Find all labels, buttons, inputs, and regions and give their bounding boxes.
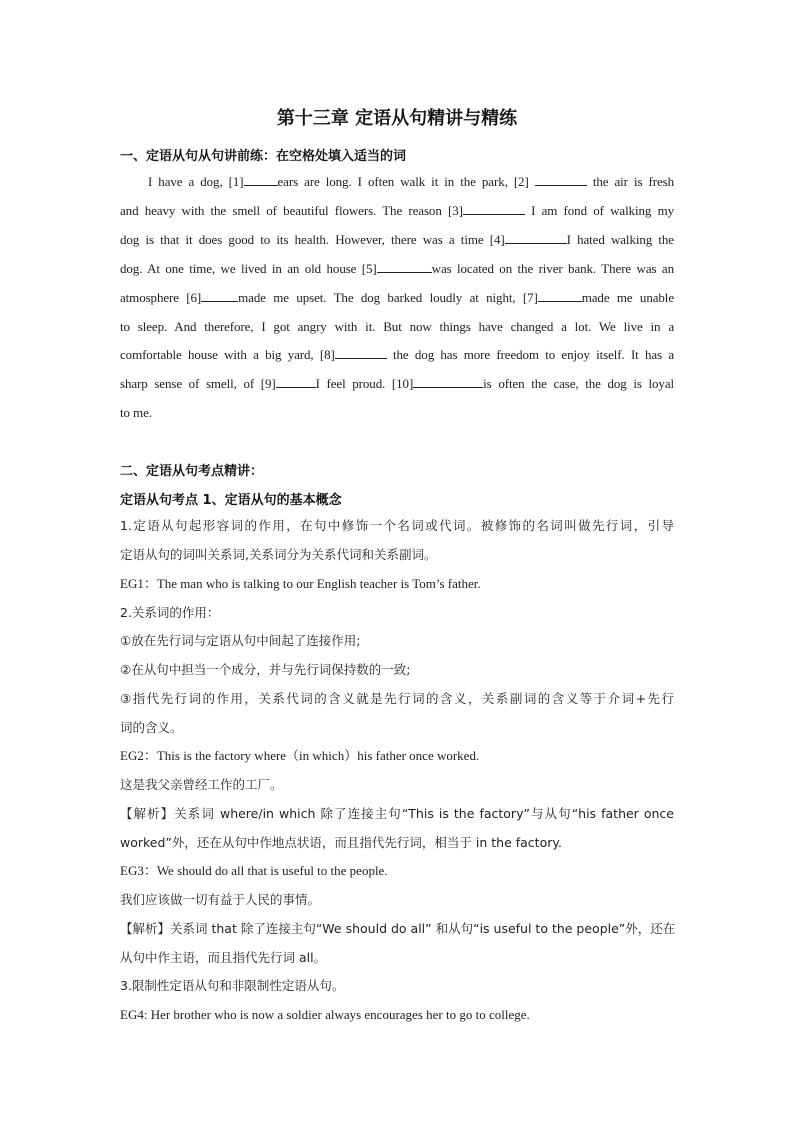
cloze-text: I have a dog, [1] [148, 174, 244, 189]
section-1-heading: 一、定语从句从句讲前练：在空格处填入适当的词 [120, 149, 407, 164]
function-item-2: ②在从句中担当一个成分，并与先行词保持数的一致; [120, 662, 411, 677]
example-2: EG2：This is the factory where（in which）his father once worked. [120, 748, 480, 763]
cloze-text: and heavy with the smell of beautiful flowers. The reason [3] [120, 203, 463, 218]
cloze-line-3 [120, 230, 674, 250]
cloze-text: was located on the river bank. There was an [431, 261, 674, 276]
cloze-text: is often the case, the dog is loyal [483, 376, 674, 391]
cloze-line-5 [120, 288, 674, 308]
blank-1[interactable] [244, 172, 278, 186]
cloze-text: atmosphere [6] [120, 290, 202, 305]
cloze-text: to sleep. And therefore, I got angry with it. But now things have changed a lot. We live in a [120, 319, 674, 334]
cloze-text: the air is fresh [592, 174, 674, 189]
example-2-translation: 这是我父亲曾经工作的工厂。 [120, 777, 283, 792]
cloze-text: I feel proud. [10] [315, 376, 414, 391]
cloze-line-9 [120, 403, 674, 423]
example-1: EG1：The man who is talking to our English teacher is Tom’s father. [120, 576, 481, 591]
example-3: EG3：We should do all that is useful to the people. [120, 863, 388, 878]
point-2-heading: 2.关系词的作用： [120, 605, 220, 620]
cloze-line-7 [120, 345, 674, 365]
point-3-heading: 3.限制性定语从句和非限制性定语从句。 [120, 978, 345, 993]
blank-10[interactable] [413, 374, 483, 388]
cloze-line-6 [120, 317, 674, 337]
cloze-text: I hated walking the [566, 232, 674, 247]
cloze-text: made me upset. The dog barked loudly at night, [7] [238, 290, 538, 305]
example-3-translation: 我们应该做一切有益于人民的事情。 [120, 892, 321, 907]
blank-8[interactable] [335, 345, 387, 359]
page-title: 第十三章 定语从句精讲与精练 [276, 108, 518, 129]
analysis-2-line-2: 从句中作主语，而且指代先行词 all。 [120, 950, 327, 965]
analysis-1-line-1: 【解析】关系词 where/in which 除了连接主句“This is the factory”与从句“his father once [120, 806, 674, 821]
point-1-heading: 定语从句考点 1、定语从句的基本概念 [120, 493, 342, 508]
cloze-text: made me unable [581, 290, 674, 305]
cloze-line-8 [120, 374, 674, 394]
cloze-text: dog is that it does good to its health. However, there was a time [4] [120, 232, 505, 247]
cloze-text: ears are long. I often walk it in the park, [2] [277, 174, 529, 189]
cloze-text: dog. At one time, we lived in an old house [5] [120, 261, 377, 276]
blank-2[interactable] [535, 172, 587, 186]
cloze-text: I am fond of walking my [531, 203, 674, 218]
cloze-text: the dog has more freedom to enjoy itself. It has a [393, 347, 674, 362]
blank-9[interactable] [276, 374, 316, 388]
point-1-text-line-2: 定语从句的词叫关系词,关系词分为关系代词和关系副词。 [120, 547, 437, 562]
cloze-text: to me. [120, 405, 152, 420]
blank-7[interactable] [538, 288, 582, 302]
function-item-3-line-2: 词的含义。 [120, 720, 183, 735]
blank-6[interactable] [201, 288, 238, 302]
cloze-text: sharp sense of smell, of [9] [120, 376, 276, 391]
section-2-heading: 二、定语从句考点精讲： [120, 464, 264, 479]
blank-4[interactable] [505, 230, 567, 244]
blank-3[interactable] [463, 201, 525, 215]
blank-5[interactable] [377, 259, 432, 273]
cloze-line-1 [148, 172, 674, 192]
function-item-3-line-1: ③指代先行词的作用，关系代词的含义就是先行词的含义，关系副词的含义等于介词+先行 [120, 691, 674, 706]
point-1-text-line-1: 1.定语从句起形容词的作用，在句中修饰一个名词或代词。被修饰的名词叫做先行词，引导 [120, 518, 674, 533]
cloze-line-2 [120, 201, 674, 221]
function-item-1: ①放在先行词与定语从句中间起了连接作用; [120, 633, 361, 648]
cloze-line-4 [120, 259, 674, 279]
example-4: EG4: Her brother who is now a soldier always encourages her to go to college. [120, 1007, 530, 1022]
analysis-2-line-1: 【解析】关系词 that 除了连接主句“We should do all” 和从句“is useful to the people”外，还在 [120, 921, 676, 936]
analysis-1-line-2: worked”外，还在从句中作地点状语，而且指代先行词，相当于 in the factory. [120, 835, 562, 850]
cloze-text: comfortable house with a big yard, [8] [120, 347, 335, 362]
